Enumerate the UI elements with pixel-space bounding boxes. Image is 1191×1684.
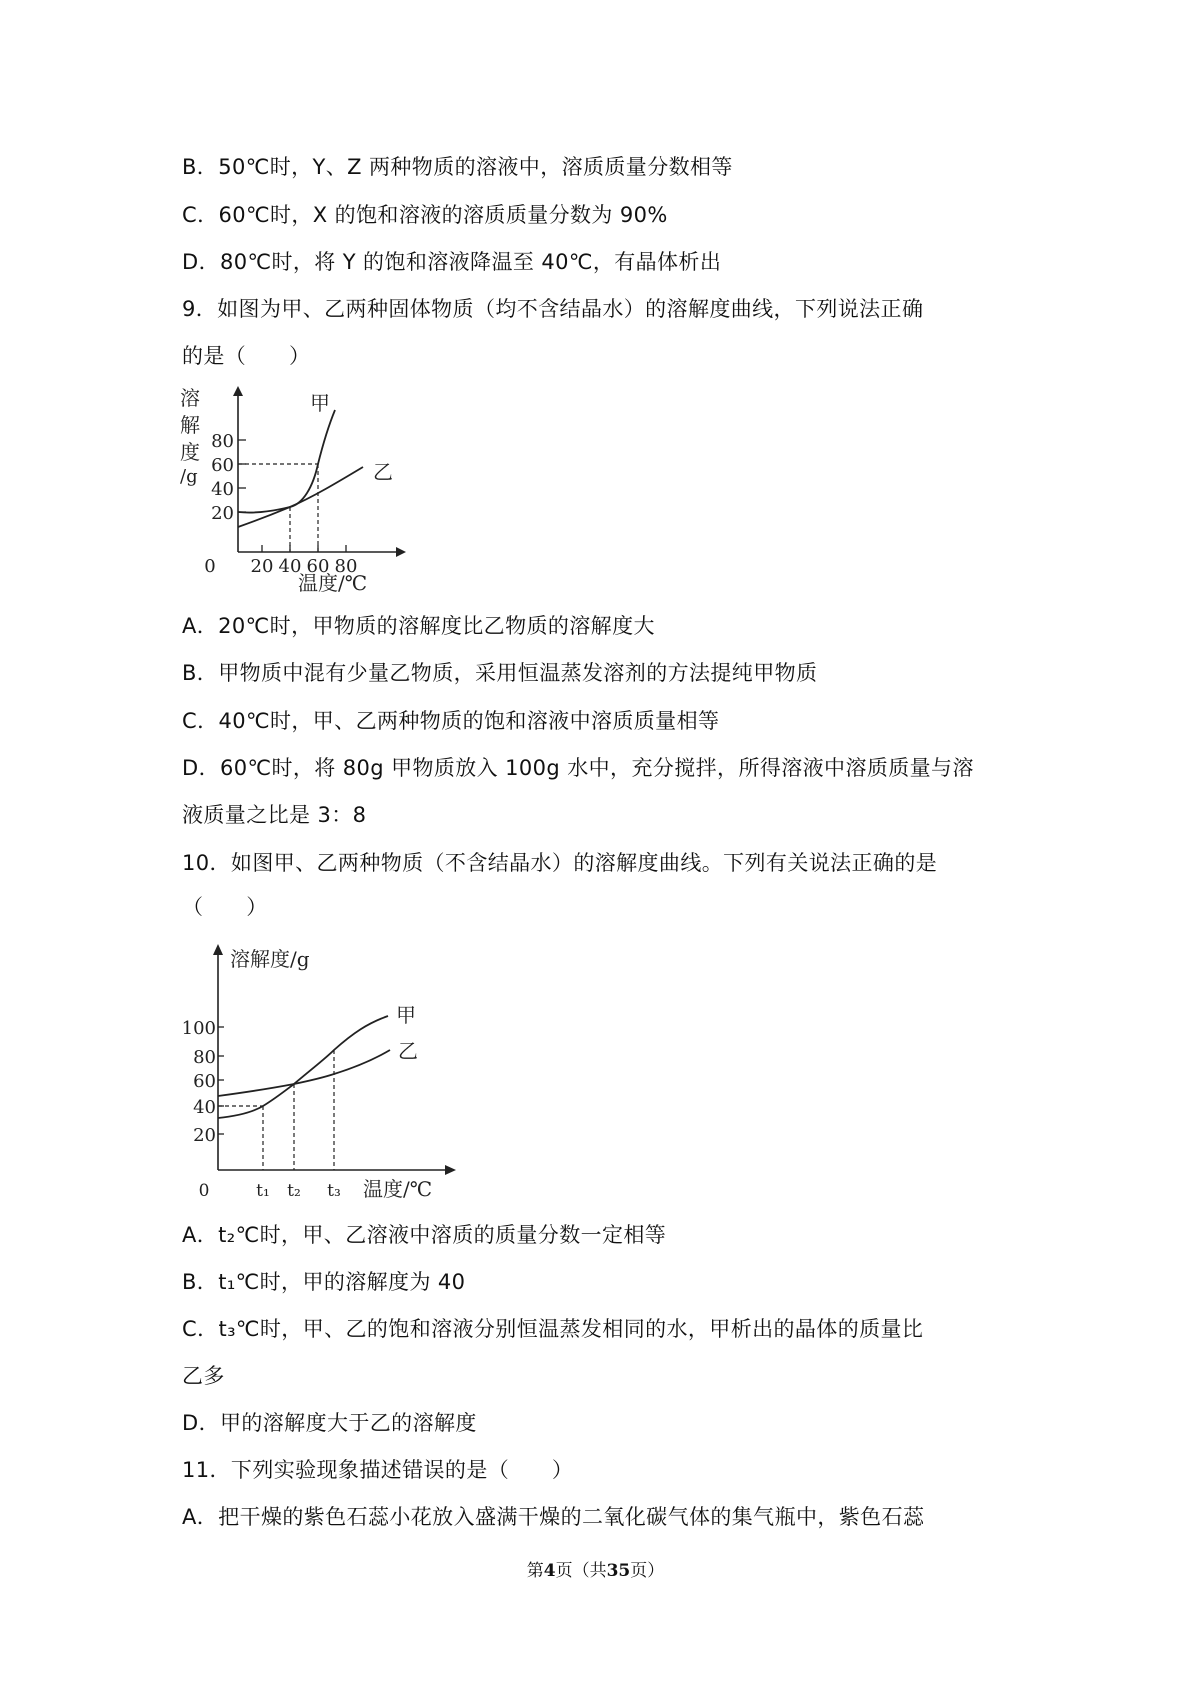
option-9d: D．60℃时，将 80g 甲物质放入 100g 水中，充分搅拌，所得溶液中溶质质量与溶 <box>182 756 974 780</box>
x-axis-label: 温度/℃ <box>363 1177 433 1201</box>
option-10d: D．甲的溶解度大于乙的溶解度 <box>182 1411 477 1435</box>
x-tick-label-60: 60 <box>306 556 330 577</box>
y-axis-label-2: 解 <box>180 413 200 437</box>
option-11a: A．把干燥的紫色石蕊小花放入盛满干燥的二氧化碳气体的集气瓶中，紫色石蕊 <box>182 1505 925 1529</box>
option-8d: D．80℃时，将 Y 的饱和溶液降温至 40℃，有晶体析出 <box>182 250 722 274</box>
y-tick-label-40: 40 <box>193 1097 216 1118</box>
option-10c: C．t₃℃时，甲、乙的饱和溶液分别恒温蒸发相同的水，甲析出的晶体的质量比 <box>182 1317 924 1341</box>
x-tick-label-3: t₃ <box>327 1181 341 1201</box>
y-tick-label-100: 100 <box>181 1018 216 1039</box>
footer-page-number: 4 <box>543 1561 556 1581</box>
x-tick-label-0: 0 <box>198 1181 210 1201</box>
footer-total-pages: 35 <box>606 1561 631 1581</box>
y-tick-label-80: 80 <box>211 431 234 452</box>
option-8c: C．60℃时，X 的饱和溶液的溶质质量分数为 90% <box>182 203 668 227</box>
x-axis-arrow <box>396 547 406 557</box>
option-8b: B．50℃时，Y、Z 两种物质的溶液中，溶质质量分数相等 <box>182 155 733 179</box>
solubility-chart-q10 <box>178 938 463 1208</box>
option-10c-cont: 乙多 <box>182 1364 225 1388</box>
y-tick-label-20: 20 <box>211 503 234 524</box>
y-tick-label-80: 80 <box>193 1047 216 1068</box>
option-9c: C．40℃时，甲、乙两种物质的饱和溶液中溶质质量相等 <box>182 709 720 733</box>
footer-suffix: 页） <box>630 1561 665 1581</box>
option-9b: B．甲物质中混有少量乙物质，采用恒温蒸发溶剂的方法提纯甲物质 <box>182 661 818 685</box>
x-tick-label-1: t₁ <box>256 1181 270 1201</box>
x-tick-label-20: 20 <box>250 556 274 577</box>
curve-jia <box>238 410 335 513</box>
question-10-stem: 10．如图甲、乙两种物质（不含结晶水）的溶解度曲线。下列有关说法正确的是 <box>182 851 938 875</box>
y-tick-label-60: 60 <box>211 455 234 476</box>
question-10-stem-cont: （ ） <box>182 895 268 919</box>
y-axis-arrow <box>233 386 243 396</box>
y-tick-label-60: 60 <box>193 1071 216 1092</box>
option-9a: A．20℃时，甲物质的溶解度比乙物质的溶解度大 <box>182 614 655 638</box>
option-10a: A．t₂℃时，甲、乙溶液中溶质的质量分数一定相等 <box>182 1223 667 1247</box>
solubility-chart-q9 <box>178 382 408 597</box>
question-11-stem: 11．下列实验现象描述错误的是（ ） <box>182 1458 574 1482</box>
x-tick-label-0: 0 <box>204 556 216 577</box>
y-axis-label-1: 溶 <box>180 386 200 410</box>
y-axis-arrow <box>213 944 223 955</box>
question-9-stem-cont: 的是（ ） <box>182 344 311 368</box>
curve-jia <box>218 1016 388 1118</box>
x-tick-label-40: 40 <box>278 556 302 577</box>
y-tick-label-20: 20 <box>193 1125 216 1146</box>
y-axis-label: 溶解度/g <box>230 947 310 971</box>
series-label-jia: 甲 <box>396 1003 416 1027</box>
y-axis-label-3: 度 <box>180 440 200 464</box>
footer-prefix: 第 <box>526 1561 544 1581</box>
y-tick-label-40: 40 <box>211 479 234 500</box>
x-axis-arrow <box>445 1165 456 1175</box>
curve-yi <box>238 467 363 527</box>
option-10b: B．t₁℃时，甲的溶解度为 40 <box>182 1270 466 1294</box>
series-label-yi: 乙 <box>398 1039 418 1063</box>
option-9d-cont: 液质量之比是 3：8 <box>182 803 367 827</box>
series-label-yi: 乙 <box>373 460 393 484</box>
curve-yi <box>218 1050 390 1096</box>
x-axis-label: 温度/℃ <box>298 571 368 595</box>
x-tick-label-80: 80 <box>334 556 358 577</box>
y-axis-label-4: /g <box>180 466 198 487</box>
footer-middle: 页（共 <box>555 1561 607 1581</box>
question-9-stem: 9．如图为甲、乙两种固体物质（均不含结晶水）的溶解度曲线，下列说法正确 <box>182 297 924 321</box>
x-tick-label-2: t₂ <box>287 1181 301 1201</box>
series-label-jia: 甲 <box>310 391 330 415</box>
page-footer <box>0 1556 1191 1581</box>
